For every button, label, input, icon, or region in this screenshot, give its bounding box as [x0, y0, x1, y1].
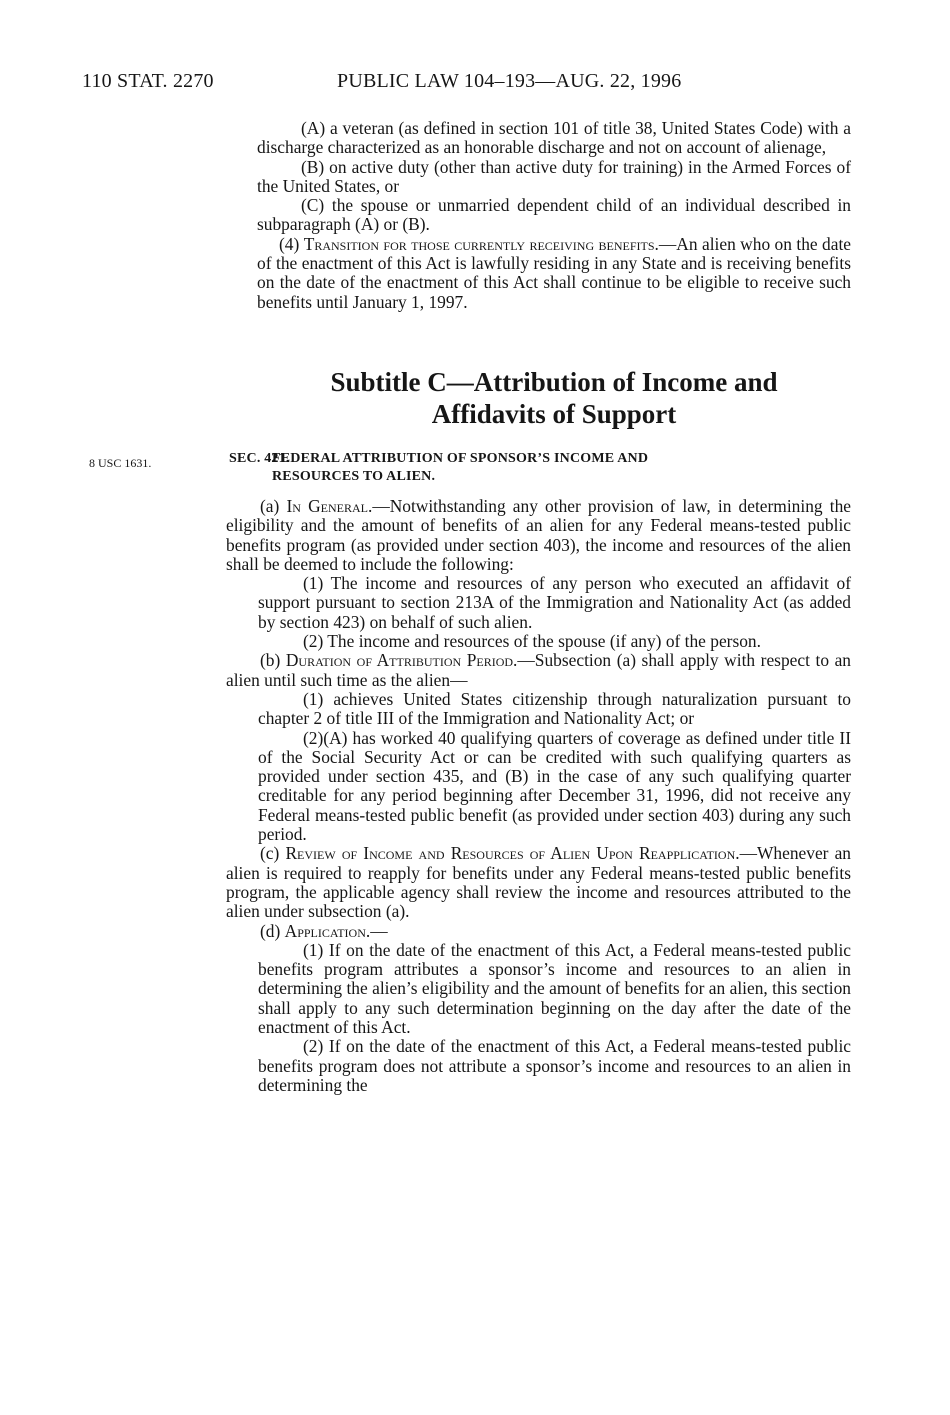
- paragraph-4-text: —An alien who on the date of the enactment of this Act is lawfully residing in any State and is receiving benefits on the date of the enactment of this Act shall continue to be eligible to receive such benefits until January 1, 1997.: [257, 233, 851, 312]
- subsection-a-paragraph-1: (1) The income and resources of any person who executed an affidavit of support pursuant to section 213A of the Immigration and Nationality Act (as added by section 423) on behalf of such alien.: [258, 573, 851, 632]
- subsection-d-heading: Application.: [284, 920, 371, 941]
- usc-margin-note: 8 USC 1631.: [89, 456, 152, 470]
- subsection-a-text: —Notwithstanding any other provision of law, in determining the eligibility and the amount of benefits of an alien for any Federal means-tested public benefits program (as provided under section 403), the income and resources of the alien shall be deemed to include the following:: [226, 496, 851, 574]
- subsection-c-text: —Whenever an alien is required to reapply for benefits under any Federal means-tested public benefits program, the applicable agency shall review the income and resources attributed to the alien under subsection (a).: [226, 843, 851, 922]
- continued-provisions: [257, 119, 851, 312]
- paragraph-4-number: (4): [279, 233, 300, 254]
- statute-page-number: 110 STAT. 2270: [82, 70, 214, 92]
- paragraph-4-heading: Transition for those currently receiving benefits.: [303, 233, 659, 254]
- subsection-c-number: (c): [260, 843, 280, 864]
- subtitle-heading: [257, 366, 851, 430]
- section-heading: [229, 450, 851, 486]
- subsection-a-number: (a): [260, 496, 280, 516]
- section-title-line-2: RESOURCES TO ALIEN.: [272, 469, 436, 484]
- subsection-d-paragraph-2: (2) If on the date of the enactment of this Act, a Federal means-tested public benefits program does not attribute a sponsor’s income and resources to an alien in determining the: [258, 1036, 851, 1095]
- subsection-a: [226, 497, 851, 574]
- subtitle-line-1: Subtitle C—Attribution of Income and: [330, 367, 778, 397]
- subsection-d-paragraph-1: (1) If on the date of the enactment of this Act, a Federal means-tested public benefits program attributes a sponsor’s income and resources to an alien in determining the alien’s eligibility and the amount of benefits for an alien, this section shall apply to any such determination beginning on the day after the date of the enactment of this Act.: [258, 939, 851, 1038]
- subsection-c: [226, 844, 851, 921]
- subsection-b: [226, 651, 851, 690]
- subsection-c-heading: Review of Income and Resources of Alien Upon Reapplication.: [285, 843, 740, 864]
- subsection-a-paragraph-2: (2) The income and resources of the spouse (if any) of the person.: [303, 631, 761, 652]
- subparagraph-c: (C) the spouse or unmarried dependent child of an individual described in subparagraph (A) or (B).: [257, 195, 851, 235]
- subsection-d: [226, 922, 851, 941]
- subsection-b-number: (b): [260, 650, 281, 671]
- subtitle-line-2: Affidavits of Support: [431, 399, 677, 429]
- subparagraph-b: (B) on active duty (other than active duty for training) in the Armed Forces of the United States, or: [257, 156, 851, 196]
- subparagraph-a: (A) a veteran (as defined in section 101 of title 38, United States Code) with a discharge characterized as an honorable discharge and not on account of alienage,: [257, 118, 851, 158]
- running-header-title: PUBLIC LAW 104–193—AUG. 22, 1996: [337, 70, 682, 92]
- subsection-a-heading: In General.: [286, 496, 373, 516]
- subsection-d-text: —: [370, 920, 388, 941]
- section-number: SEC. 421.: [229, 451, 290, 466]
- subsection-b-text: —Subsection (a) shall apply with respect to an alien until such time as the alien—: [226, 650, 851, 690]
- section-title-line-1: FEDERAL ATTRIBUTION OF SPONSOR’S INCOME AND: [272, 451, 649, 466]
- subsection-b-heading: Duration of Attribution Period.: [285, 650, 518, 671]
- subsection-b-paragraph-1: (1) achieves United States citizenship through naturalization pursuant to chapter 2 of title III of the Immigration and Nationality Act; or: [258, 688, 851, 729]
- paragraph-4: [257, 235, 851, 312]
- subsection-d-number: (d): [260, 920, 281, 941]
- subsection-b-paragraph-2: (2)(A) has worked 40 qualifying quarters of coverage as defined under title II of the Social Security Act or can be credited with such qualifying quarters as provided under section 435, and (B) in the case of any such qualifying quarter creditable for any period beginning after December 31, 1996, did not receive any Federal means-tested public benefit (as provided under section 403) during any such period.: [258, 727, 851, 845]
- section-body: [226, 497, 851, 1095]
